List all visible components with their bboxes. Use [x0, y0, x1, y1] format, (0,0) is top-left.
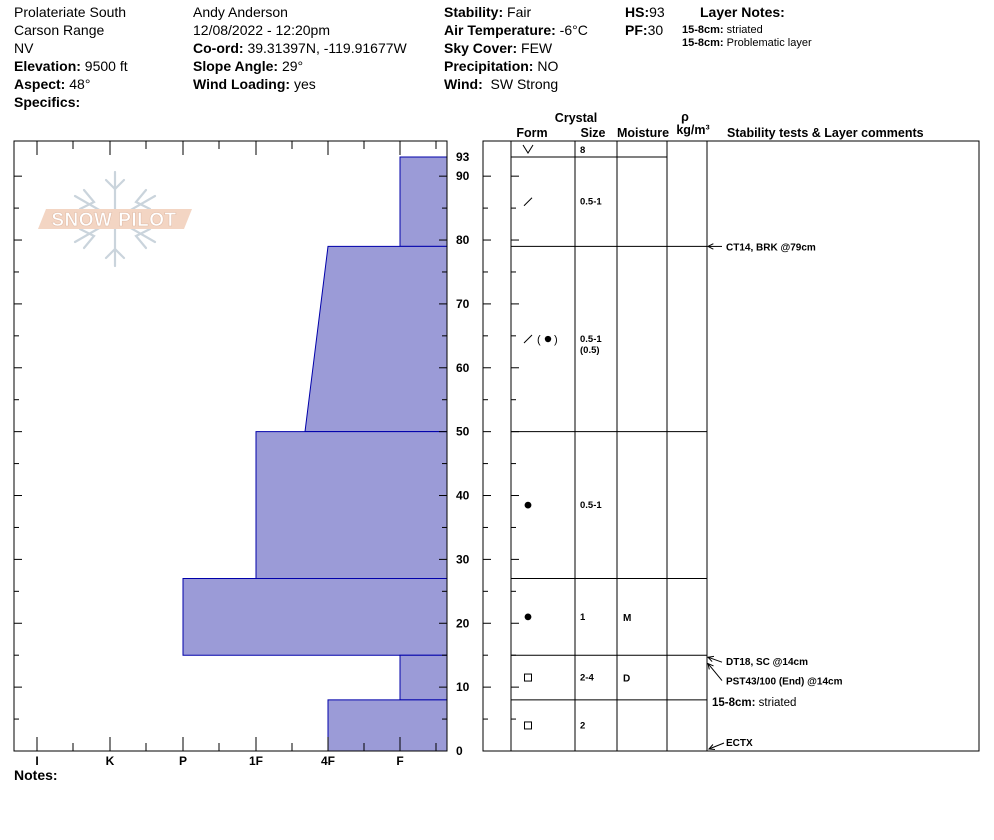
- hardness-label: 4F: [320, 754, 336, 768]
- aspect-label: Aspect:: [14, 76, 66, 92]
- layer-notes-title: Layer Notes:: [700, 4, 785, 20]
- hardness-label: P: [178, 754, 188, 768]
- hardness-label: 1F: [248, 754, 264, 768]
- air-temp-label: Air Temperature:: [444, 22, 556, 38]
- stability-label: Stability:: [444, 4, 504, 20]
- faceted-crystal-icon: [525, 722, 532, 729]
- layer-size: 2: [580, 720, 586, 732]
- logo-text: SNOW PILOT: [51, 210, 177, 231]
- depth-label: 60: [456, 360, 470, 375]
- layer-moisture: D: [623, 673, 631, 685]
- faceted-crystal-icon: [525, 674, 532, 681]
- coord-label: Co-ord:: [193, 40, 244, 56]
- observer-name: Andy Anderson: [193, 4, 288, 20]
- hardness-layer-bar: [400, 655, 447, 700]
- rounded-grain-icon: [525, 502, 532, 509]
- layer-size: 0.5-1: [580, 334, 602, 346]
- layer-size: 0.5-1: [580, 196, 602, 208]
- layer-note-text: Problematic layer: [726, 37, 812, 49]
- surface-hoar-icon: [523, 145, 533, 153]
- sky-label: Sky Cover:: [444, 40, 518, 56]
- decomposing-fragments-icon: [524, 198, 532, 206]
- depth-label: 20: [456, 616, 470, 631]
- column-headers: [516, 110, 923, 140]
- snowpilot-logo: [38, 172, 192, 266]
- size-header: Size: [580, 126, 606, 140]
- layer-size: 2-4: [580, 672, 594, 684]
- stability-test-label: CT14, BRK @79cm: [726, 242, 816, 254]
- rounded-grain-icon: [525, 613, 532, 620]
- rounded-grain-icon: [545, 336, 551, 342]
- stability-test-label: PST43/100 (End) @14cm: [726, 676, 843, 688]
- stability-header: Stability tests & Layer comments: [727, 126, 924, 140]
- moisture-header: Moisture: [616, 126, 670, 140]
- stability-value: Fair: [507, 4, 532, 20]
- stability-test-label: ECTX: [726, 738, 753, 749]
- layer-comment: [712, 697, 796, 709]
- wind-value: SW Strong: [490, 76, 559, 92]
- precip-value: NO: [537, 58, 559, 74]
- notes-label: Notes:: [14, 767, 58, 783]
- wind-loading-label: Wind Loading:: [193, 76, 291, 92]
- slope-value: 29°: [281, 58, 304, 74]
- layer-size: 0.5-1: [580, 500, 602, 512]
- depth-axis: [456, 150, 470, 758]
- hs-value: 93: [649, 4, 665, 20]
- pf-label: PF:: [625, 22, 648, 38]
- state: NV: [14, 40, 34, 56]
- depth-label: 30: [456, 552, 470, 567]
- layer-note-range: 15-8cm:: [682, 24, 724, 36]
- depth-label: 93: [456, 150, 470, 164]
- coord-value: 39.31397N, -119.91677W: [247, 40, 407, 56]
- crystal-header: Crystal: [554, 111, 598, 125]
- hardness-layer-bar: [183, 579, 447, 656]
- hs-label: HS:: [625, 4, 650, 20]
- air-temp-value: -6°C: [559, 22, 588, 38]
- form-header: Form: [516, 126, 548, 140]
- wind-label: Wind:: [444, 76, 483, 92]
- aspect-value: 48°: [69, 76, 91, 92]
- test-pointer: [708, 664, 722, 681]
- depth-label: 10: [456, 680, 470, 695]
- layer-comment-range: 15-8cm:: [712, 696, 756, 709]
- wind-loading-value: yes: [293, 76, 316, 92]
- depth-label: 0: [456, 744, 463, 758]
- hardness-layer-bar: [400, 157, 447, 246]
- hardness-label: F: [396, 754, 404, 768]
- slope-label: Slope Angle:: [193, 58, 279, 74]
- elevation-value: 9500 ft: [84, 58, 128, 74]
- layer-note-range: 15-8cm:: [682, 37, 724, 49]
- paren-open-icon: (: [537, 334, 541, 347]
- hardness-label: I: [35, 754, 39, 768]
- specifics-label: Specifics:: [14, 94, 81, 110]
- depth-label: 70: [456, 296, 470, 311]
- elevation-label: Elevation:: [14, 58, 81, 74]
- stability-tests: [708, 242, 843, 749]
- location-name: Prolateriate South: [14, 4, 127, 20]
- precip-label: Precipitation:: [444, 58, 534, 74]
- observation-datetime: 12/08/2022 - 12:20pm: [193, 22, 330, 38]
- depth-label: 90: [456, 169, 470, 184]
- layer-moisture: M: [623, 612, 632, 624]
- hardness-layer-bar: [305, 246, 447, 431]
- hardness-label: K: [105, 754, 115, 768]
- hardness-layer-bar: [256, 432, 447, 579]
- stability-test-label: DT18, SC @14cm: [726, 657, 809, 669]
- paren-close-icon: ): [554, 334, 558, 347]
- mountain-range: Carson Range: [14, 22, 105, 38]
- layer-size: 1: [580, 611, 586, 623]
- pf-value: 30: [647, 22, 664, 38]
- depth-label: 80: [456, 233, 470, 248]
- hardness-layer-bar: [328, 700, 447, 751]
- rho-header: ρ: [681, 110, 689, 124]
- depth-label: 40: [456, 488, 470, 503]
- depth-label: 50: [456, 424, 470, 439]
- layer-size-secondary: (0.5): [580, 345, 600, 357]
- layer-comment-text: striated: [755, 696, 797, 709]
- layer-size: 8: [580, 145, 586, 156]
- sky-value: FEW: [521, 40, 553, 56]
- decomposing-fragments-icon: [524, 335, 532, 343]
- layer-note-text: striated: [726, 24, 763, 36]
- density-unit-header: kg/m³: [676, 123, 710, 137]
- hardness-profile-panel: [14, 141, 447, 768]
